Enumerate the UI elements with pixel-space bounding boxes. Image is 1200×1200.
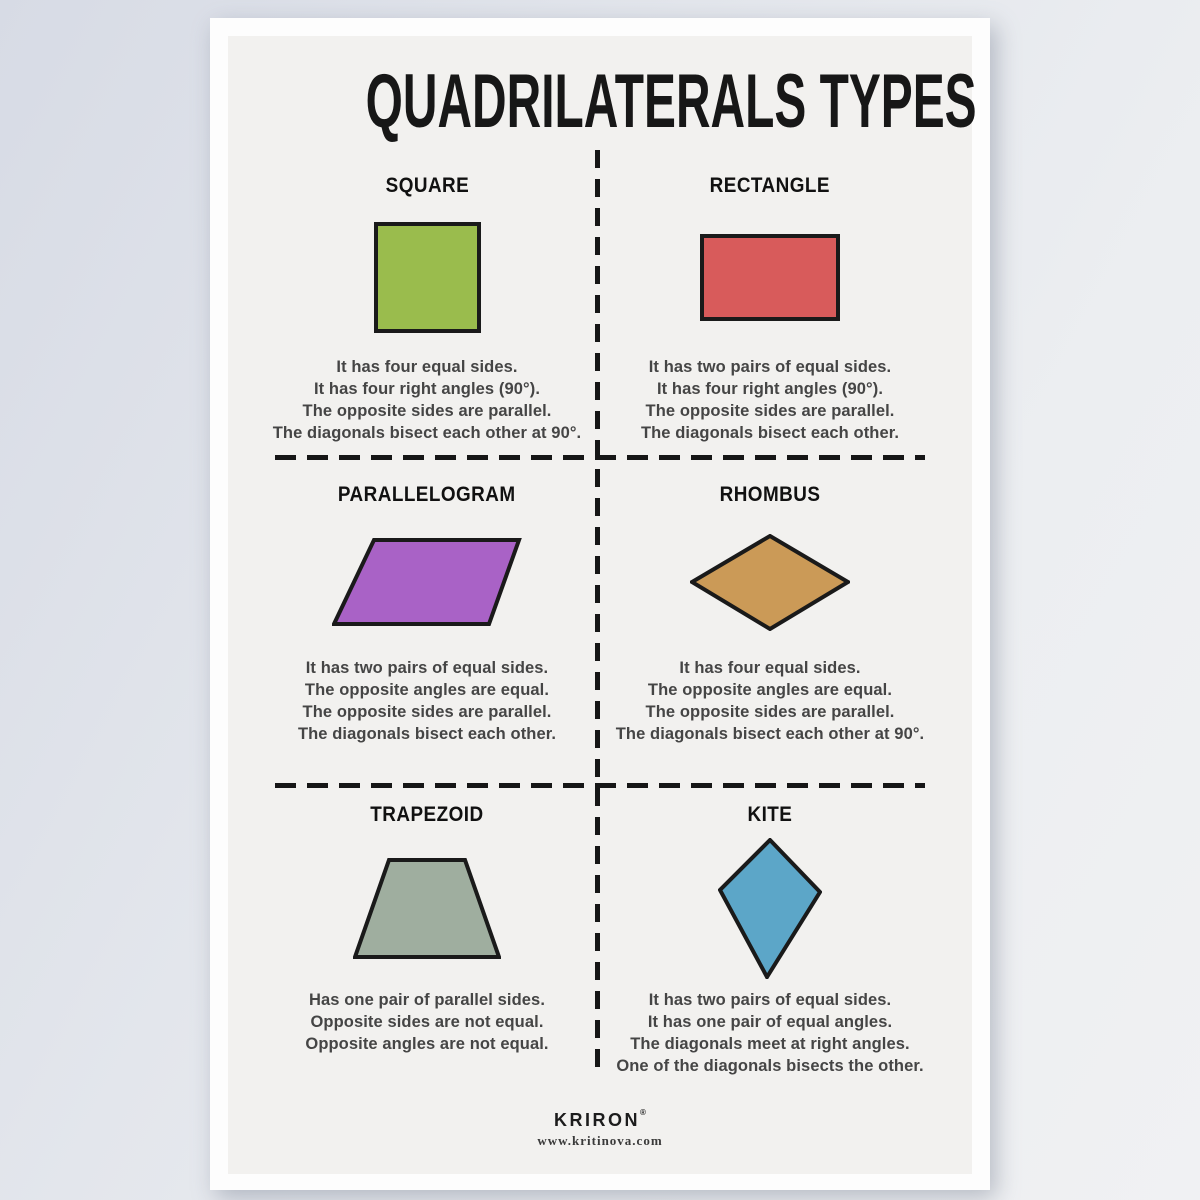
trapezoid-description [305,989,548,1055]
section-rectangle-title: RECTANGLE [709,174,831,197]
description-line: It has two pairs of equal sides. [648,991,892,1009]
section-kite-title: KITE [747,803,793,826]
description-line: It has four right angles (90°). [313,380,541,398]
description-line: The diagonals meet at right angles. [630,1035,910,1053]
section-trapezoid [242,783,612,1055]
description-line: Opposite angles are not equal. [305,1035,549,1053]
rectangle-description [641,356,899,444]
parallelogram-description [298,657,556,745]
parallelogram-polygon [334,540,519,624]
kite-polygon [720,840,820,977]
description-line: It has four equal sides. [336,358,518,376]
square-shape [374,222,481,333]
rhombus-polygon [692,536,848,629]
trapezoid-shape-wrap [353,827,501,989]
description-line: The opposite sides are parallel. [645,402,895,420]
rhombus-shape-wrap [690,507,850,657]
description-line: The opposite sides are parallel. [302,703,552,721]
parallelogram-shape [332,538,522,627]
description-line: The opposite angles are equal. [304,681,550,699]
square-shape-wrap [374,198,481,356]
poster [210,18,990,1190]
description-line: The diagonals bisect each other. [640,424,900,442]
description-line: The opposite sides are parallel. [645,703,895,721]
section-rhombus-title: RHOMBUS [719,483,821,506]
section-square [242,150,612,444]
poster-title: QUADRILATERALS TYPES [365,59,977,144]
description-line: Opposite sides are not equal. [310,1013,544,1031]
rectangle-shape [700,234,840,321]
brand-website: www.kritinova.com [537,1133,663,1148]
description-line: The opposite angles are equal. [647,681,893,699]
parallelogram-shape-wrap [332,507,522,657]
description-line: It has four equal sides. [679,659,861,677]
description-line: Has one pair of parallel sides. [308,991,546,1009]
description-line: One of the diagonals bisects the other. [616,1057,924,1075]
description-line: The diagonals bisect each other. [297,725,557,743]
kite-shape-wrap [718,827,822,989]
description-line: It has two pairs of equal sides. [305,659,549,677]
brand-logo [554,1110,646,1131]
description-line: It has two pairs of equal sides. [648,358,892,376]
rhombus-description [616,657,925,745]
section-rectangle [585,150,955,444]
registered-trademark-icon: ® [640,1108,646,1117]
footer [228,1110,972,1149]
section-parallelogram-title: PARALLELOGRAM [338,483,516,506]
rhombus-shape [690,534,850,631]
kite-shape [718,838,822,979]
section-square-title: SQUARE [385,174,469,197]
square-polygon [376,224,479,331]
description-line: It has four right angles (90°). [656,380,884,398]
section-trapezoid-title: TRAPEZOID [370,803,484,826]
brand-name: KRIRON [554,1110,641,1130]
rectangle-polygon [702,236,838,319]
section-rhombus [585,455,955,745]
rectangle-shape-wrap [700,198,840,356]
kite-description [616,989,923,1077]
description-line: It has one pair of equal angles. [647,1013,893,1031]
trapezoid-shape [353,858,501,959]
section-kite [585,783,955,1077]
section-parallelogram [242,455,612,745]
square-description [273,356,582,444]
description-line: The diagonals bisect each other at 90°. [272,424,582,442]
description-line: The opposite sides are parallel. [302,402,552,420]
trapezoid-polygon [355,860,499,957]
description-line: The diagonals bisect each other at 90°. [615,725,925,743]
poster-inner [228,36,977,1174]
